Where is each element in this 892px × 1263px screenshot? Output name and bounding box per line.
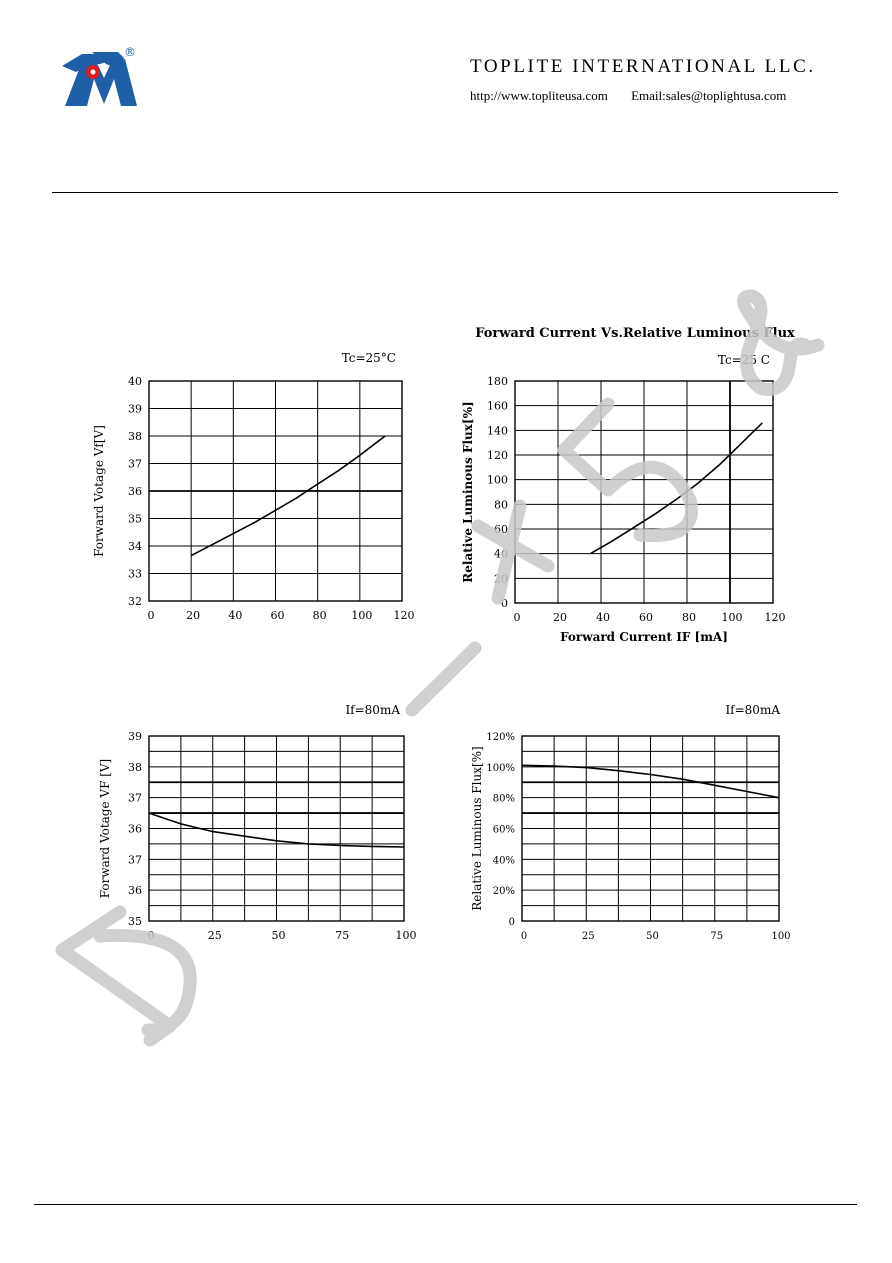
y-tick-label: 60% bbox=[492, 824, 515, 836]
svg-text:®: ® bbox=[124, 45, 136, 59]
chart-3 bbox=[98, 703, 417, 942]
x-tick-label: 0 bbox=[147, 929, 155, 942]
y-tick-label: 20 bbox=[494, 572, 508, 586]
x-tick-label: 0 bbox=[520, 931, 528, 942]
y-axis-label: Relative Luminous Flux[%] bbox=[470, 746, 484, 911]
chart-4 bbox=[470, 703, 791, 942]
x-tick-label: 25 bbox=[207, 929, 222, 942]
x-tick-label: 75 bbox=[335, 929, 350, 942]
y-tick-label: 38 bbox=[128, 430, 142, 443]
y-tick-label: 0 bbox=[501, 597, 508, 610]
y-axis-label: Forward Votage VF [V] bbox=[98, 758, 112, 899]
y-axis-label: Relative Luminous Flux[%] bbox=[461, 401, 475, 583]
chart-condition: If=80mA bbox=[345, 703, 400, 717]
y-tick-label: 80 bbox=[494, 498, 508, 512]
y-tick-label: 39 bbox=[128, 730, 142, 743]
chart-condition: Tc=25 C bbox=[717, 353, 770, 367]
x-tick-label: 50 bbox=[646, 931, 659, 942]
x-tick-label: 75 bbox=[710, 931, 724, 942]
y-tick-label: 160 bbox=[487, 399, 508, 413]
y-tick-label: 37 bbox=[128, 853, 142, 867]
x-tick-label: 100 bbox=[771, 931, 791, 942]
y-tick-label: 33 bbox=[128, 567, 142, 581]
email-link[interactable]: Email:sales@toplightusa.com bbox=[631, 88, 787, 103]
x-tick-label: 50 bbox=[271, 929, 286, 942]
x-tick-label: 60 bbox=[639, 611, 653, 624]
y-tick-label: 38 bbox=[128, 760, 142, 774]
y-tick-label: 0 bbox=[508, 917, 515, 928]
x-tick-label: 20 bbox=[553, 611, 567, 624]
y-tick-label: 140 bbox=[487, 424, 508, 438]
x-tick-label: 40 bbox=[228, 609, 243, 622]
x-axis-label: Forward Current IF [mA] bbox=[560, 630, 728, 644]
x-tick-label: 100 bbox=[395, 929, 417, 942]
y-tick-label: 100% bbox=[486, 762, 515, 774]
y-tick-label: 35 bbox=[128, 512, 142, 526]
y-tick-label: 40 bbox=[494, 547, 508, 561]
x-tick-label: 120 bbox=[393, 609, 415, 622]
y-tick-label: 36 bbox=[128, 485, 142, 498]
y-tick-label: 60 bbox=[494, 523, 508, 536]
x-tick-label: 0 bbox=[147, 609, 155, 622]
x-tick-label: 120 bbox=[764, 611, 786, 624]
y-tick-label: 36 bbox=[128, 884, 142, 898]
y-tick-label: 34 bbox=[128, 540, 142, 553]
chart-1 bbox=[92, 351, 415, 622]
chart-title: Forward Current Vs.Relative Luminous Flux bbox=[475, 326, 795, 341]
y-tick-label: 39 bbox=[128, 402, 142, 416]
chart-condition: Tc=25°C bbox=[341, 351, 396, 365]
x-tick-label: 100 bbox=[721, 611, 743, 624]
y-tick-label: 40 bbox=[128, 375, 142, 388]
x-tick-label: 0 bbox=[513, 611, 521, 624]
x-tick-label: 100 bbox=[351, 609, 373, 622]
y-tick-label: 120 bbox=[487, 449, 508, 462]
series-line-1 bbox=[590, 423, 762, 554]
chart-condition: If=80mA bbox=[725, 703, 780, 717]
chart-2 bbox=[461, 326, 795, 644]
y-tick-label: 20% bbox=[492, 886, 515, 898]
x-tick-label: 80 bbox=[682, 611, 696, 624]
y-tick-label: 37 bbox=[128, 791, 142, 805]
y-tick-label: 180 bbox=[487, 375, 508, 388]
company-name: TOPLITE INTERNATIONAL LLC. bbox=[470, 56, 816, 77]
y-tick-label: 40% bbox=[492, 855, 515, 867]
x-tick-label: 40 bbox=[596, 611, 610, 624]
x-tick-label: 80 bbox=[312, 609, 327, 622]
y-tick-label: 32 bbox=[128, 595, 142, 608]
x-tick-label: 25 bbox=[581, 931, 595, 942]
y-tick-label: 35 bbox=[128, 915, 142, 928]
y-tick-label: 36 bbox=[128, 822, 142, 836]
footer-rule bbox=[34, 1204, 857, 1205]
y-tick-label: 80% bbox=[492, 793, 515, 805]
website-link[interactable]: http://www.topliteusa.com bbox=[470, 88, 608, 103]
x-tick-label: 60 bbox=[270, 609, 285, 622]
y-tick-label: 100 bbox=[487, 473, 508, 487]
series-line-1 bbox=[191, 436, 385, 556]
y-tick-label: 120% bbox=[486, 732, 515, 743]
y-axis-label: Forward Votage Vf[V] bbox=[92, 425, 106, 557]
x-tick-label: 20 bbox=[186, 609, 201, 622]
y-tick-label: 37 bbox=[128, 457, 142, 471]
